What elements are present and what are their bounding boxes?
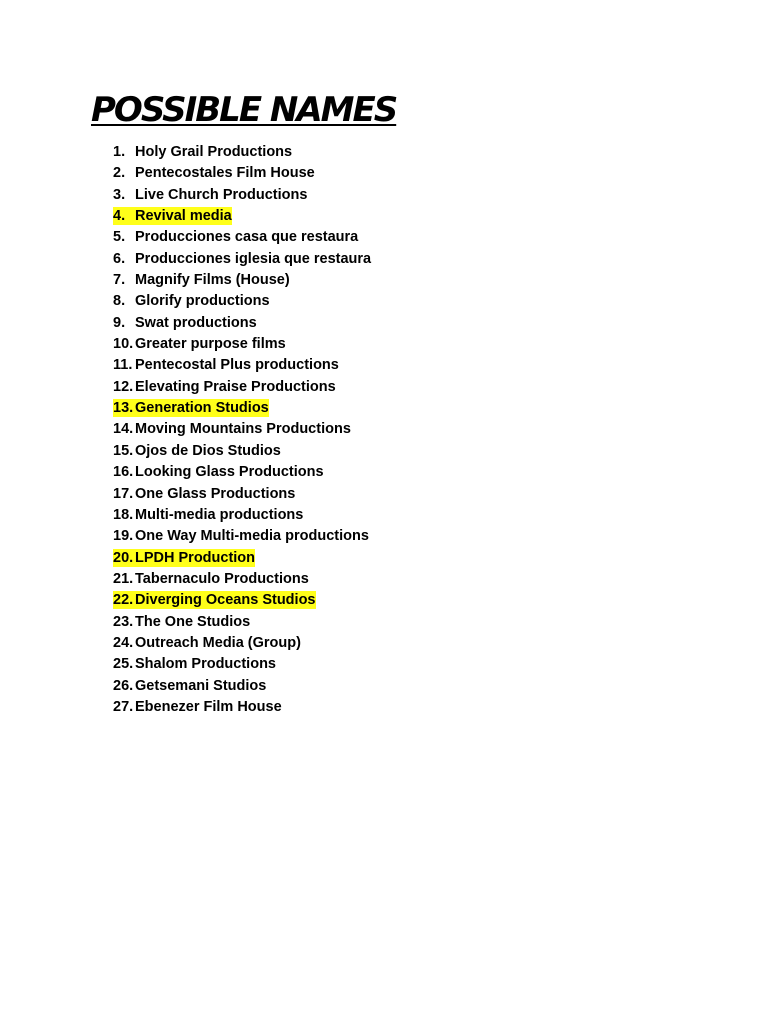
list-item — [113, 548, 371, 569]
list-item — [113, 419, 371, 440]
list-item-name: Elevating Praise Productions — [135, 378, 336, 395]
list-item-number: 19. — [113, 528, 134, 545]
entry — [113, 634, 301, 652]
list-item-name: Outreach Media (Group) — [135, 634, 301, 651]
list-item — [113, 227, 371, 248]
list-item-number: 15. — [113, 442, 134, 459]
list-item — [113, 441, 371, 462]
list-item-number: 5. — [113, 229, 126, 246]
list-item-name: Moving Mountains Productions — [135, 421, 351, 438]
list-item — [113, 590, 371, 611]
list-item-name: Looking Glass Productions — [135, 464, 324, 481]
entry — [113, 250, 371, 268]
entry — [113, 570, 309, 588]
list-item-name: Revival media — [135, 208, 232, 225]
list-item-number: 18. — [113, 506, 134, 523]
document-title: POSSIBLE NAMES — [91, 90, 397, 130]
list-item-name: Pentecostal Plus productions — [135, 357, 339, 374]
list-item-name: Holy Grail Productions — [135, 144, 293, 160]
list-item — [113, 163, 371, 184]
entry — [113, 314, 257, 332]
entry — [113, 186, 307, 204]
list-item-number: 25. — [113, 656, 134, 673]
list-item-number: 13. — [113, 400, 134, 417]
list-item-number: 7. — [113, 272, 126, 289]
entry — [113, 506, 303, 524]
list-item-name: Magnify Films (House) — [135, 272, 290, 289]
entry — [113, 143, 292, 161]
list-item-name: One Glass Productions — [135, 485, 296, 502]
list-item — [113, 142, 371, 163]
highlighted-entry — [113, 549, 255, 567]
list-item-number: 11. — [113, 357, 133, 374]
entry — [113, 356, 339, 374]
entry — [113, 164, 315, 182]
list-item-number: 16. — [113, 464, 134, 481]
entry — [113, 271, 290, 289]
list-item — [113, 697, 371, 718]
entry — [113, 378, 336, 396]
list-item-name: One Way Multi-media productions — [135, 528, 369, 545]
list-item-name: The One Studios — [135, 613, 251, 630]
highlighted-entry — [113, 591, 316, 609]
entry — [113, 442, 281, 460]
list-item-name: Producciones iglesia que restaura — [135, 250, 372, 267]
entry — [113, 527, 369, 545]
list-item — [113, 462, 371, 483]
list-item-number: 21. — [113, 570, 134, 587]
list-item-name: Multi-media productions — [135, 506, 304, 523]
list-item — [113, 377, 371, 398]
highlighted-entry — [113, 399, 269, 417]
list-item-number: 12. — [113, 378, 134, 395]
highlighted-entry — [113, 207, 232, 225]
entry — [113, 677, 266, 695]
list-item — [113, 526, 371, 547]
list-item — [113, 654, 371, 675]
entry — [113, 463, 324, 481]
entry — [113, 420, 351, 438]
list-item-number: 10. — [113, 336, 134, 353]
list-item-name: Tabernaculo Productions — [135, 570, 309, 587]
list-item — [113, 398, 371, 419]
list-item-name: Greater purpose films — [135, 336, 286, 353]
list-item — [113, 334, 371, 355]
list-item-number: 27. — [113, 698, 134, 715]
list-item — [113, 270, 371, 291]
list-item-name: Diverging Oceans Studios — [135, 592, 316, 609]
list-item-name: LPDH Production — [135, 549, 256, 566]
entry — [113, 335, 286, 353]
list-item-name: Producciones casa que restaura — [135, 229, 359, 246]
list-item — [113, 505, 371, 526]
list-item-name: Pentecostales Film House — [135, 165, 315, 182]
list-item — [113, 206, 371, 227]
entry — [113, 228, 358, 246]
list-item-number: 4. — [113, 208, 126, 225]
list-item-number: 23. — [113, 613, 134, 630]
list-item-name: Swat productions — [135, 314, 257, 331]
entry — [113, 698, 282, 716]
list-item — [113, 676, 371, 697]
list-item-number: 24. — [113, 634, 134, 651]
list-item — [113, 355, 371, 376]
list-item-name: Glorify productions — [135, 293, 270, 310]
list-item-name: Live Church Productions — [135, 186, 308, 203]
list-item — [113, 185, 371, 206]
list-item-name: Ojos de Dios Studios — [135, 442, 281, 459]
list-item-name: Getsemani Studios — [135, 677, 267, 694]
list-item-name: Generation Studios — [135, 400, 269, 417]
list-item — [113, 612, 371, 633]
list-item-number: 2. — [113, 165, 126, 182]
list-item-name: Ebenezer Film House — [135, 698, 282, 715]
list-item-number: 14. — [113, 421, 134, 438]
list-item — [113, 569, 371, 590]
list-item-number: 26. — [113, 677, 134, 694]
list-item-number: 6. — [113, 250, 126, 267]
list-item-number: 17. — [113, 485, 134, 502]
list-item-name: Shalom Productions — [135, 656, 276, 673]
entry — [113, 292, 270, 310]
list-item — [113, 249, 371, 270]
list-item-number: 8. — [113, 293, 126, 310]
entry — [113, 485, 295, 503]
entry — [113, 613, 250, 631]
list-item — [113, 291, 371, 312]
list-item-number: 22. — [113, 592, 134, 609]
list-item — [113, 313, 371, 334]
list-item-number: 20. — [113, 549, 134, 566]
entry — [113, 655, 276, 673]
list-item-number: 9. — [113, 314, 126, 331]
list-item — [113, 484, 371, 505]
names-list — [113, 142, 371, 718]
list-item — [113, 633, 371, 654]
list-item-number: 3. — [113, 186, 126, 203]
list-item-number: 1. — [113, 144, 126, 160]
